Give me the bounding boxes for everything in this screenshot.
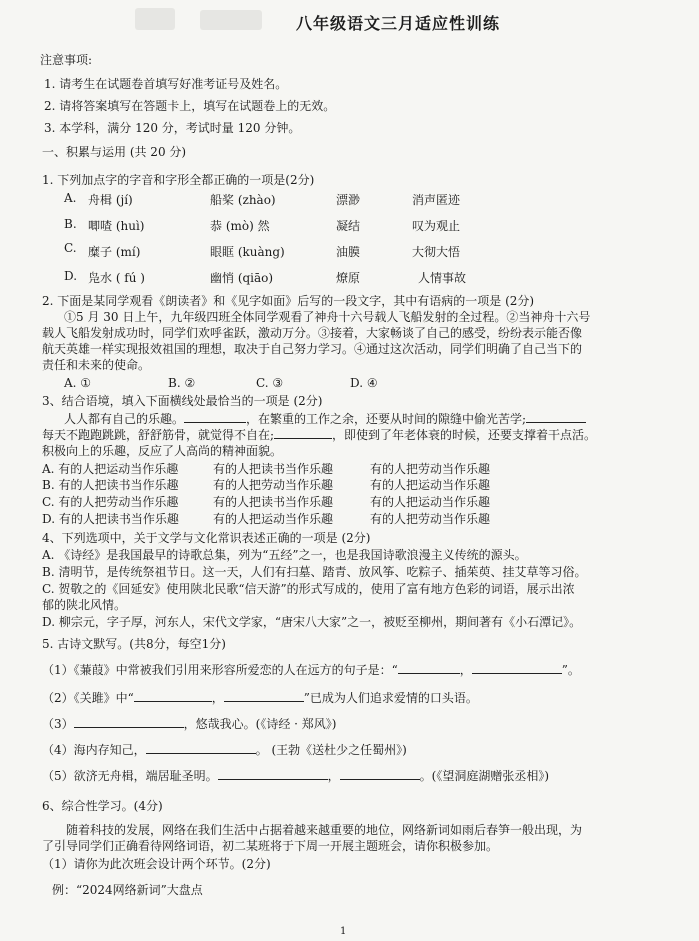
answer-blank[interactable] (134, 690, 212, 702)
notes-heading: 注意事项: (40, 53, 93, 67)
section-heading: 一、积累与运用 (共 20 分) (42, 145, 187, 159)
answer-blank[interactable] (340, 768, 420, 780)
answer-blank[interactable] (218, 768, 328, 780)
redacted-mark (135, 8, 175, 30)
question-3-stem: 3、结合语境，填入下面横线处最恰当的一项是 (2分) (42, 394, 323, 408)
question-1-stem: 1. 下列加点字的字音和字形全都正确的一项是(2分) (42, 173, 315, 187)
q4-option-line: B. 清明节，是传统祭祖节日。这一天，人们有扫墓、踏青、放风筝、吃粽子、插茱萸、挂艾草等习俗。 (42, 565, 587, 579)
q4-option-line: 郁的陕北风情。 (42, 598, 127, 612)
q5-line-1: （1）《蒹葭》中常被我们引用来形容所爱恋的人在远方的句子是：“ ， ”。 (42, 663, 580, 677)
answer-blank[interactable] (472, 662, 562, 674)
answer-blank[interactable] (74, 716, 184, 728)
q2-option: B. ② (168, 376, 196, 390)
question-5-stem: 5. 古诗文默写。(共8分，每空1分) (42, 637, 226, 651)
q6-passage-line: 随着科技的发展，网络在我们生活中占据着越来越重要的地位，网络新词如雨后春笋一般出现，为 (66, 823, 583, 837)
q6-passage-line: 了引导同学们正确看待网络词语，初二某班将于下周一开展主题班会，请你积极参加。 (42, 839, 499, 853)
q5-line-4: （4）海内存知己， 。 (王勃《送杜少之任蜀州》) (42, 743, 407, 757)
q2-passage-line: ①5 月 30 日上午，九年级四班全体同学观看了神舟十六号载人飞船发射的全过程。②当神舟十六号 (64, 310, 591, 324)
q2-passage-line: 航天英雄一样实现报效祖国的理想，取决于自己努力学习。④通过这次活动，同学们明确了自己当下的 (42, 342, 583, 356)
q4-option-line: A. 《诗经》是我国最早的诗歌总集，列为“五经”之一，也是我国诗歌浪漫主义传统的源头。 (42, 548, 527, 562)
q2-passage-line: 责任和未来的使命。 (42, 358, 151, 372)
q3-passage-line: 积极向上的乐趣，反应了人高尚的精神面貌。 (42, 444, 283, 458)
redacted-mark (200, 10, 262, 30)
q6-subquestion: （1）请你为此次班会设计两个环节。(2分) (42, 857, 271, 871)
q3-passage-line: 人人都有自己的乐趣。 ，在繁重的工作之余，还要从时间的隙缝中偷光苦学; (64, 411, 586, 427)
note-item: 2. 请将答案填写在答题卡上，填写在试题卷上的无效。 (44, 99, 336, 113)
q3-passage-line: 每天不跑跑跳跳，舒舒筋骨，就觉得不自在; ，即使到了年老体衰的时候，还要支撑着干点活。 (42, 428, 597, 442)
q2-option: D. ④ (350, 376, 378, 390)
exam-page: 八年级语文三月适应性训练 注意事项: 1. 请考生在试题卷首填写好准考证号及姓名。 2. 请将答案填写在答题卡上，填写在试题卷上的无效。 3. 本学科，满分 120 分，考试时量 120 分钟。 一、积累与运用 (共 20 分) 1. 下列加点字的字音和字形全都正确的一项是(2分) A. 舟楫 (jí) 船桨 (zhào) 漂渺 消声匿迹 B. 唧喳 (huì) 恭 (mò) 然 凝结 叹为观止 C. 糜子 (mí) 眼眶 (kuàng) 油膜 大彻大悟 D. 凫水 ( fú ) 幽悄 (qiāo) 燎原 人情事故 2. 下面是某同学观看《朗读者》和《见字如面》后写的一段文字，其中有语病的一项是 (2分) ①5 月 30 日上午，九年级四班全体同学观看了神舟十六号载人飞船发射的全过程。②当神舟十六号 载人飞船发射成功时，同学们欢呼雀跃，激动万分。③接着，大家畅谈了自己的感受，纷纷表示能否像 航天英雄一样实现报效祖国的理想，取决于自己努力学习。④通过这次活动，同学们明确了自己当下的 责任和未来的使命。 A. ① B. ② C. ③ D. ④ 3、结合语境，填入下面横线处最恰当的一项是 (2分) 人人都有自己的乐趣。 ，在繁重的工作之余，还要从时间的隙缝中偷光苦学; 每天不跑跑跳跳，舒舒筋骨，就觉得不自在; ，即使到了年老体衰的时候，还要支撑着干点活。 积极向上的乐趣，反应了人高尚的精神面貌。 A. 有的人把运动当作乐趣 有的人把读书当作乐趣 有的人把劳动当作乐趣 B. 有的人把读书当作乐趣 有的人把劳动当作乐趣 有的人把运动当作乐趣 C. 有的人把劳动当作乐趣 有的人把读书当作乐趣 有的人把运动当作乐趣 D. 有的人把读书当作乐趣 有的人把运动当作乐趣 有的人把劳动当作乐趣 4、下列选项中，关于文学与文化常识表述正确的一项是 (2分) A. 《诗经》是我国最早的诗歌总集，列为“五经”之一，也是我国诗歌浪漫主义传统的源头。 B. 清明节，是传统祭祖节日。这一天，人们有扫墓、踏青、放风筝、吃粽子、插茱萸、挂艾草等习俗。 C. 贺敬之的《回延安》使用陕北民歌“信天游”的形式写成的，使用了富有地方色彩的词语，展示出浓 郁的陕北风情。 D. 柳宗元，字子厚，河东人，宋代文学家，“唐宋八大家”之一，被贬至柳州，期间著有《小石潭记》。 5. 古诗文默写。(共8分，每空1分) （1）《蒹葭》中常被我们引用来形容所爱恋的人在远方的句子是：“ ， ”。 （2）《关雎》中“ ， ”已成为人们追求爱情的口头语。 （3） ，悠哉我心。(《诗经 · 郑风》) （4）海内存知己， 。 (王勃《送杜少之任蜀州》) （5）欲济无舟楫，端居耻圣明。 ， 。(《望洞庭湖赠张丞相》) 6、综合性学习。(4分) 随着科技的发展，网络在我们生活中占据着越来越重要的地位，网络新词如雨后春笋一般出现，为 了引导同学们正确看待网络词语，初二某班将于下周一开展主题班会，请你积极参加。 （1）请你为此次班会设计两个环节。(2分) 例：“2024网络新词”大盘点 1 (0, 0, 699, 941)
answer-blank[interactable] (274, 427, 332, 439)
question-6-stem: 6、综合性学习。(4分) (42, 799, 163, 813)
answer-blank[interactable] (398, 662, 460, 674)
answer-blank[interactable] (184, 411, 246, 423)
q4-option-line: C. 贺敬之的《回延安》使用陕北民歌“信天游”的形式写成的，使用了富有地方色彩的词语，展示出浓 (42, 582, 575, 596)
note-item: 1. 请考生在试题卷首填写好准考证号及姓名。 (44, 77, 288, 91)
answer-blank[interactable] (224, 690, 304, 702)
answer-blank[interactable] (146, 742, 256, 754)
q2-option: A. ① (64, 376, 92, 390)
question-2-stem: 2. 下面是某同学观看《朗读者》和《见字如面》后写的一段文字，其中有语病的一项是 (2分) (42, 294, 535, 308)
answer-blank[interactable] (526, 411, 586, 423)
q5-line-5: （5）欲济无舟楫，端居耻圣明。 ， 。(《望洞庭湖赠张丞相》) (42, 769, 550, 783)
note-item: 3. 本学科，满分 120 分，考试时量 120 分钟。 (44, 121, 301, 135)
question-4-stem: 4、下列选项中，关于文学与文化常识表述正确的一项是 (2分) (42, 531, 371, 545)
page-number: 1 (340, 926, 347, 937)
q4-option-line: D. 柳宗元，字子厚，河东人，宋代文学家，“唐宋八大家”之一，被贬至柳州，期间著有《小石潭记》。 (42, 615, 582, 629)
q5-line-3: （3） ，悠哉我心。(《诗经 · 郑风》) (42, 717, 337, 731)
q6-example: 例：“2024网络新词”大盘点 (52, 883, 203, 897)
page-title: 八年级语文三月适应性训练 (296, 14, 501, 33)
q2-passage-line: 载人飞船发射成功时，同学们欢呼雀跃，激动万分。③接着，大家畅谈了自己的感受，纷纷表示能否像 (42, 326, 583, 340)
q2-option: C. ③ (256, 376, 284, 390)
q5-line-2: （2）《关雎》中“ ， ”已成为人们追求爱情的口头语。 (42, 691, 478, 705)
